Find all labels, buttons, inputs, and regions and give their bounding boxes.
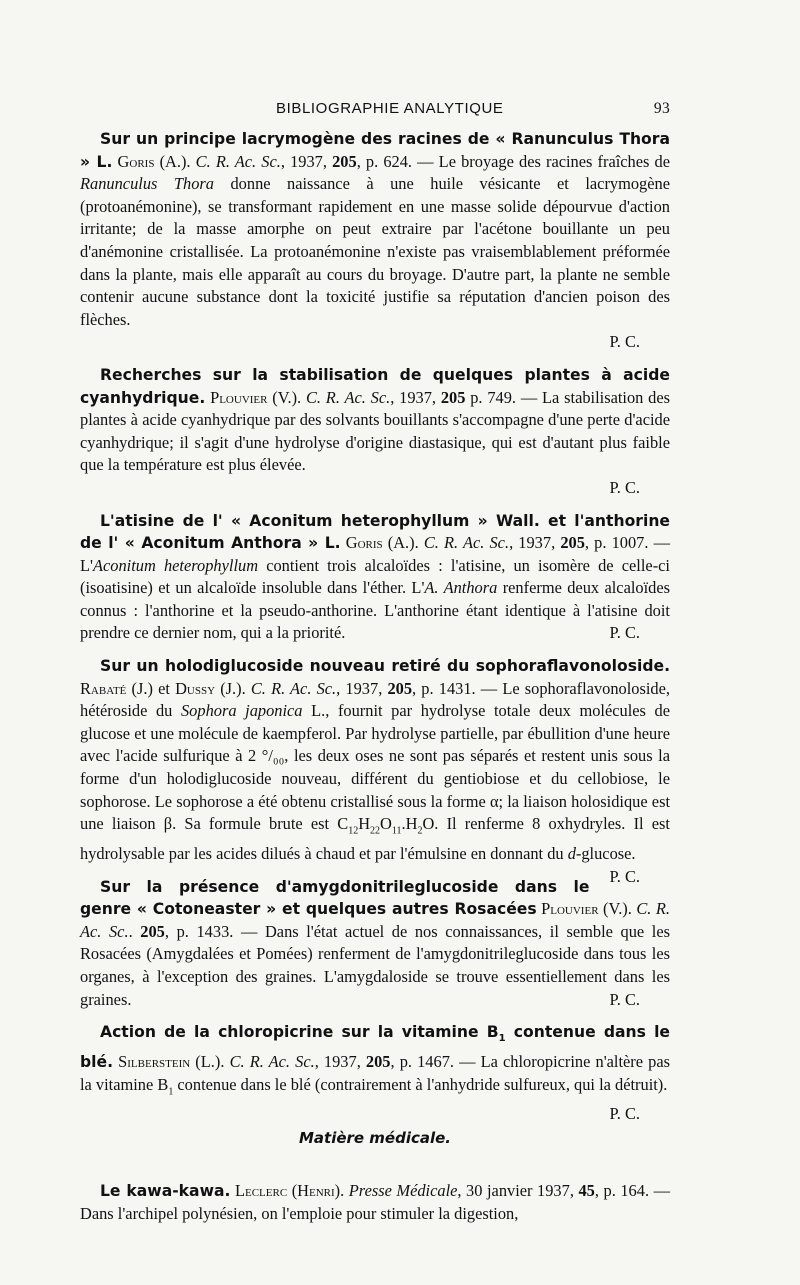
entry-year: , 30 janvier 1937, xyxy=(457,1181,579,1201)
entry-author: Plouvier (V.). xyxy=(210,387,302,407)
entry-author-join: et xyxy=(152,678,176,698)
entry-text: — La chloropicrine n'altère pas la vitamine B xyxy=(80,1051,671,1094)
main-content xyxy=(80,128,670,1235)
entry-signature: P. C. xyxy=(609,866,640,886)
bibliography-entry xyxy=(80,364,670,500)
entry-journal: C. R. Ac. Sc. xyxy=(423,533,510,553)
entry-species: Ranunculus Thora xyxy=(80,174,214,194)
entry-volume: 45 xyxy=(578,1181,595,1201)
entry-journal: C. R. Ac. Sc. xyxy=(229,1051,315,1071)
entry-text-sub: 1 xyxy=(168,1085,174,1097)
entry-paragraph xyxy=(80,1021,671,1124)
entry-title: Sur la présence d'amygdonitrileglucoside dans le genre « Cotoneaster » et quelques autres Rosacées xyxy=(80,877,590,919)
bibliography-entry xyxy=(80,655,671,886)
bibliography-entry xyxy=(80,1180,670,1225)
entry-prefix: d xyxy=(567,844,576,864)
section-heading: Matière médicale. xyxy=(298,1129,452,1148)
entry-volume: 205 xyxy=(560,533,585,553)
entry-volume: 205 xyxy=(140,921,165,941)
entry-author: Leclerc (Henri). xyxy=(234,1181,345,1201)
entry-text: — Le broyage des racines fraîches de xyxy=(412,151,670,171)
entry-paragraph xyxy=(80,128,670,331)
entry-title: Sur un holodiglucoside nouveau retiré du sophoraflavonoloside. xyxy=(100,657,670,676)
entry-journal: C. R. Ac. Sc. xyxy=(80,899,670,941)
formula-part: O xyxy=(422,814,435,834)
entry-text: — Dans l'état actuel de nos connaissances, il semble que les Rosacées (Amygdalées et Pomées) renferment de l'amygdonitrileglucoside dans tous les organes, à l'exception des graines. L'amygdaloside se trouve essentiellement dans les graines. xyxy=(80,921,670,1009)
formula-sub: 22 xyxy=(370,825,381,837)
entry-year: , 1937, xyxy=(336,678,388,698)
entry-signature: P. C. xyxy=(609,332,640,352)
entry-pages: , xyxy=(594,1181,599,1201)
entry-pages: , p. 1007. xyxy=(584,533,649,553)
entry-text: — Le sophoraflavonoloside, hétéroside du xyxy=(80,678,671,721)
entry-species: Sophora japonica xyxy=(180,701,303,721)
entry-title-part: Action de la chloropicrine sur la vitamine B xyxy=(100,1023,499,1042)
bibliography-entry xyxy=(80,128,670,354)
entry-author: Goris (A.). xyxy=(117,151,191,171)
entry-volume: 205 xyxy=(440,387,466,407)
entry-species: Aconitum heterophyllum xyxy=(92,555,259,575)
entry-paragraph xyxy=(80,510,670,646)
formula-sub: 2 xyxy=(417,825,423,837)
entry-year: , 1937, xyxy=(280,151,333,171)
entry-pages: , p. 1433. xyxy=(164,921,234,941)
formula-sub: 11 xyxy=(391,825,402,837)
entry-species: A. Anthora xyxy=(424,578,498,598)
entry-volume: 205 xyxy=(387,678,413,698)
formula-part: C xyxy=(337,814,349,834)
entry-pages: , p. 1431. xyxy=(412,678,476,698)
entry-pages: , p. 624. xyxy=(356,151,413,171)
entry-author: Silberstein (L.). xyxy=(118,1051,225,1071)
entry-text: — L' xyxy=(80,533,670,575)
entry-text: donne naissance à une huile vésicante et lacrymogène (protoanémonine), se transformant rapidement en une masse solide dépourvue d'action irritante; de la masse amorphe on peut extraire par l'acétone bouillante un peu d'anémonine cristallisée. La protoanémonine n'existe pas vraisemblablement préformée dans la plante, mais elle apparaît au cours du broyage. D'autre part, la plante ne semble contenir aucune substance dont la toxicité justifie sa réputation d'ancien poison des flèches. xyxy=(80,174,670,329)
entry-author: Plouvier (V.). xyxy=(541,899,632,919)
entry-author: Goris (A.). xyxy=(345,533,419,553)
entry-paragraph xyxy=(80,1180,670,1225)
entry-author: Rabaté (J.) xyxy=(80,678,153,698)
entry-signature: P. C. xyxy=(609,1104,640,1124)
chemical-formula xyxy=(337,814,435,837)
entry-title: Le kawa-kawa. xyxy=(100,1182,231,1201)
entry-signature: P. C. xyxy=(609,989,640,1009)
entry-author: Dussy (J.). xyxy=(175,678,246,698)
entry-journal: C. R. Ac. Sc. xyxy=(195,151,281,171)
entry-title-part: contenue dans le blé. xyxy=(80,1023,670,1071)
entry-text: -glucose. xyxy=(575,844,636,864)
entry-pages: p. 749. xyxy=(465,387,517,407)
entry-text: contient trois alcaloïdes : l'atisine, un isomère de celle-ci (isoatisine) et un alcaloïde insoluble dans l'éther. L' xyxy=(80,555,670,598)
entry-pages: , p. 1467. xyxy=(390,1051,454,1071)
formula-part: O xyxy=(380,814,392,834)
entry-text: L., fournit par hydrolyse totale deux molécules de glucose et une molécule de kaempferol. Par hydrolyse partielle, par ébullition d'une heure avec l'acide sulfurique à 2 °/₀₀, les deux oses ne sont pas séparés et restent unis sous la forme d'un holodiglucoside nouveau, différent du gentiobiose et du cellobiose, le sophorose. Le sophorose a été obtenu cristallisé sous la forme α; la liaison holosidique est une liaison β. Sa formule brute est xyxy=(80,701,670,834)
entry-journal: C. R. Ac. Sc. xyxy=(305,387,391,407)
entry-paragraph xyxy=(80,364,670,477)
entry-journal: C. R. Ac. Sc. xyxy=(250,678,337,698)
entry-signature: P. C. xyxy=(609,623,640,643)
formula-part: .H xyxy=(401,814,418,834)
header-title: BIBLIOGRAPHIE ANALYTIQUE xyxy=(276,100,504,117)
entry-title-sub: 1 xyxy=(498,1033,506,1045)
entry-text: p. 164. — Dans l'archipel polynésien, on l'emploie pour stimuler la digestion, xyxy=(80,1181,670,1223)
entry-title: Sur un principe lacrymogène des racines de « Ranunculus Thora » L. xyxy=(80,130,670,171)
entry-volume: 205 xyxy=(365,1051,391,1071)
entry-year: , 1937, xyxy=(390,387,441,407)
bibliography-entry xyxy=(80,510,670,646)
entry-paragraph xyxy=(80,655,671,886)
entry-year: . xyxy=(128,921,141,941)
formula-part: H xyxy=(358,814,371,834)
entry-paragraph xyxy=(80,876,670,1012)
entry-text: — La stabilisation des plantes à acide cyanhydrique par des solvants bouillants s'accompagne d'une perte d'acide cyanhydrique; il s'agit d'une hydrolyse d'origine diastasique, qui est d'autant plus faible que la température est plus élevée. xyxy=(80,387,671,475)
entry-volume: 205 xyxy=(332,151,357,171)
entry-year: , 1937, xyxy=(314,1051,366,1071)
page-number: 93 xyxy=(653,100,670,117)
entry-text: renferme deux alcaloïdes connus : l'anthorine et la pseudo-anthorine. L'anthorine étant identique à l'atisine doit prendre ce dernier nom, qui a la priorité. xyxy=(80,578,670,643)
entry-text: . Il renferme 8 oxhydryles. Il est hydrolysable par les acides dilués à chaud et par l'émulsine en donnant du xyxy=(80,814,670,864)
bibliography-entry xyxy=(80,1021,671,1124)
entry-signature: P. C. xyxy=(609,477,640,497)
entry-title: Recherches sur la stabilisation de quelques plantes à acide cyanhydrique. xyxy=(80,365,670,407)
formula-sub: 12 xyxy=(348,825,359,837)
entry-journal: Presse Médicale xyxy=(348,1181,458,1201)
entry-year: , 1937, xyxy=(509,533,561,553)
bibliography-entry xyxy=(80,876,670,1012)
entry-title: L'atisine de l' « Aconitum heterophyllum » Wall. et l'anthorine de l' « Aconitum Anthora » L. xyxy=(80,511,670,553)
entry-text: contenue dans le blé (contrairement à l'anhydride sulfureux, qui la détruit). xyxy=(173,1074,668,1094)
running-header xyxy=(80,100,670,118)
